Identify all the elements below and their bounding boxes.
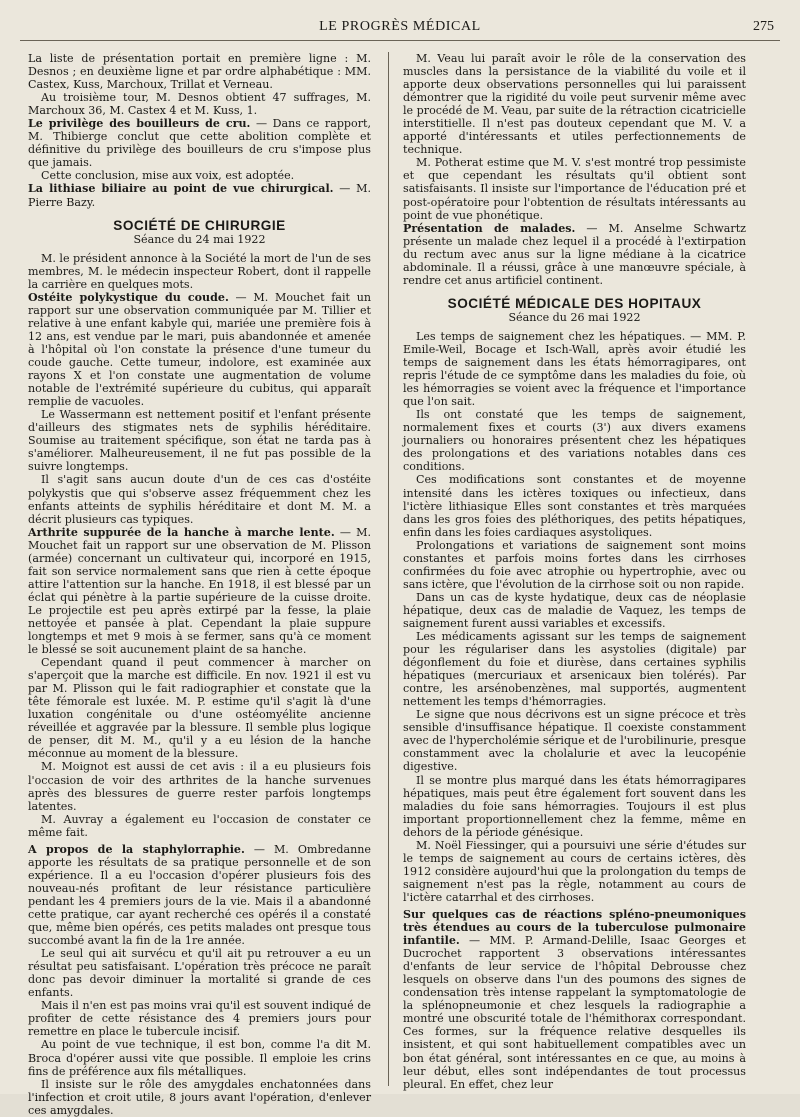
paragraph: La liste de présentation portait en première ligne : M. Desnos ; en deuxième ligne et par ordre alphabétique : MM. Castex, Kuss, Marchoux, Trillat et Verneau. [28,52,371,92]
paragraph-lead: Arthrite suppurée de la hanche à marche lente. [28,525,335,539]
paragraph: Le Wassermann est nettement positif et l'enfant présente d'ailleurs des stigmates nets de syphilis héréditaire. Soumise au traitement spécifique, son état ne tarda pas à s'améliorer. Malheureusement, il ne fut pas possible de la suivre longtemps. [28,408,371,474]
paragraph-body: — MM. P. Emile-Weil, Bocage et Isch-Wall, après avoir étudié les temps de saignement dans les états hémorragipares, ont repris l'étude de ce symptôme dans les maladies du foie, où les hémorragies se voient avec la fréquence et l'importance que l'on sait. [403,329,746,409]
paragraph [28,526,371,656]
section-title: SOCIÉTÉ MÉDICALE DES HOPITAUX [447,295,702,311]
section-date: Séance du 26 mai 1922 [508,310,641,324]
paragraph-lead: Sur quelques cas de réactions spléno-pneumoniques très étendues au cours de la tuberculose pulmonaire infantile. [403,908,746,948]
paragraph: Cependant quand il peut commencer à marcher on s'aperçoit que la marche est difficile. En nov. 1921 il est vu par M. Plisson qui le fait radiographier et constate que la tête fémorale est luxée. M. P. estime qu'il s'agit là d'une luxation congénitale ou d'une ostéomyélite ancienne réveillée et aggravée par la blessure. Il semble plus logique de penser, dit M. M., qu'il y a eu lésion de la hanche méconnue au moment de la blessure. [28,656,371,761]
paragraph [403,908,746,1091]
paragraph: Au troisième tour, M. Desnos obtient 47 suffrages, M. Marchoux 36, M. Castex 4 et M. Kuss, 1. [28,91,371,118]
paragraph-lead: Ostéite polykystique du coude. [28,290,229,304]
paragraph-body: — MM. P. Armand-Delille, Isaac Georges et Ducrochet rapportent 3 observations intéressantes d'enfants de leur service de l'hôpital Debrousse chez lesquels on observe dans l'un des poumons des signes de condensation très intense rappelant la symptomatologie de la splénopneumonie et chez lesquels la radiographie a montré une obscurité totale de l'hémithorax correspondant. Ces formes, sur la fréquence relative desquelles ils insistent, et qui sont habituellement compatibles avec un bon état général, sont intéressantes en ce que, au moins à leur début, elles sont indépendantes de tout processus pleural. En effet, chez leur [403,934,746,1091]
paragraph: Il se montre plus marqué dans les états hémorragipares hépatiques, mais peut être également fort souvent dans les maladies du foie sans hémorragies. Toujours il est plus important proportionnellement chez la femme, même en dehors de la période génésique. [403,773,746,839]
paragraph: M. Potherat estime que M. V. s'est montré trop pessimiste et que cependant les résultats qu'il obtient sont satisfaisants. Il insiste sur l'importance de l'éducation pré et post-opératoire pour l'obtention de résultats intéressants au point de vue phonétique. [403,156,746,222]
paragraph [28,182,371,208]
paragraph: M. Noël Fiessinger, qui a poursuivi une série d'études sur le temps de saignement au cours de certains ictères, dès 1912 considère aujourd'hui que la prolongation du temps de saignement n'est pas la règle, notamment au cours de l'ictère catarrhal et des cirrhoses. [403,838,746,904]
section-title: SOCIÉTÉ DE CHIRURGIE [113,217,286,233]
paragraph-body: — M. Ombredanne apporte les résultats de sa pratique personnelle et de son expérience. Il a eu l'occasion d'opérer plusieurs fois des nouveau-nés profitant de leur résistance particulière pendant les 4 premiers jours de la vie. Mais il a abandonné cette pratique, car ayant recherché ces opérés il a constaté que, même bien opérés, ces petits malades ont presque tous succombé avant la fin de la 1re année. [28,842,371,948]
paragraph: M. Veau lui paraît avoir le rôle de la conservation des muscles dans la persistance de la viabilité du voile et il apporte deux observations personnelles qui lui paraissent démontrer que la rigidité du voile peut survenir même avec le procédé de M. Veau, par suite de la rétraction cicatricielle interstitielle. Il n'est pas douteux cependant que M. V. a apporté d'intéressants et utiles perfectionnements de technique. [403,52,746,157]
paragraph [28,291,371,408]
section-date: Séance du 24 mai 1922 [133,232,266,246]
paragraph [28,843,371,947]
paragraph-body: — Dans ce rapport, M. Thibierge conclut que cette abolition complète et définitive du privilège des bouilleurs de cru s'impose plus que jamais. [28,117,371,170]
paragraph: Ces modifications sont constantes et de moyenne intensité dans les ictères toxiques ou infectieux, dans l'ictère lithiasique Elles sont constantes et très marquées dans les gros foies des pléthoriques, des petits hépatiques, enfin dans les foies cardiaques asystoliques. [403,473,746,539]
journal-title: LE PROGRÈS MÉDICAL [319,19,481,34]
paragraph: Le signe que nous décrivons est un signe précoce et très sensible d'insuffisance hépatique. Il coexiste constamment avec de l'hypercholémie sérique et de l'urobilinurie, presque constamment avec la cholalurie et avec la leucopénie digestive. [403,708,746,774]
paragraph: Les médicaments agissant sur les temps de saignement pour les régulariser dans les asystolies (digitale) par dégonflement du foie et diurèse, dans certaines syphilis hépatiques (mercuriaux et arsenicaux bien tolérés). Par contre, les arsénobenzènes, mal supportés, augmentent nettement les temps d'hémorragies. [403,630,746,709]
paragraph [403,330,746,408]
paragraph: Au point de vue technique, il est bon, comme l'a dit M. Broca d'opérer aussi vite que possible. Il emploie les crins fins de préférence aux fils métalliques. [28,1038,371,1078]
paragraph [28,117,371,169]
paragraph: Il s'agit sans aucun doute d'un de ces cas d'ostéite polykystis que qui s'observe assez fréquemment chez les enfants atteints de syphilis héréditaire et dont M. M. a décrit plusieurs cas typiques. [28,473,371,526]
right-column [403,52,746,1091]
page-number: 275 [753,19,774,34]
paragraph-lead: Présentation de malades. [403,221,576,235]
paragraph: Il insiste sur le rôle des amygdales enchatonnées dans l'infection et croit utile, 8 jours avant l'opération, d'enlever ces amygdales. [28,1077,371,1117]
paragraph: M. Moignot est aussi de cet avis : il a eu plusieurs fois l'occasion de voir des arthrites de la hanche survenues après des blessures de guerre rester parfois longtemps latentes. [28,760,371,813]
paragraph: Dans un cas de kyste hydatique, deux cas de néoplasie hépatique, deux cas de maladie de Vaquez, les temps de saignement furent aussi variables et excessifs. [403,590,746,630]
paragraph: Prolongations et variations de saignement sont moins constantes et parfois moins fortes dans les cirrhoses confirmées du foie avec atrophie ou hypertrophie, avec ou sans ictère, que l'évolution de la cirrhose soit ou non rapide. [403,538,746,591]
paragraph-body: — M. Anselme Schwartz présente un malade chez lequel il a procédé à l'extirpation du rectum avec anus sur la ligne médiane à la cicatrice abdominale. Il a réussi, grâce à une manœuvre spéciale, à rendre cet anus artificiel continent. [403,221,746,287]
paragraph-body: — M. Mouchet fait un rapport sur une observation de M. Plisson (armée) concernant un cultivateur qui, incorporé en 1915, fait son service normalement sans que rien à cette époque attire l'attention sur la hanche. En 1918, il est blessé par un éclat qui pénètre à la partie supérieure de la cuisse droite. Le projectile est peu après extirpé par la fesse, la plaie nettoyée et pansée à plat. Cependant la plaie suppure longtemps et met 9 mois à se fermer, sans qu'à ce moment le blessé se soit aucunement plaint de sa hanche. [28,525,371,657]
paragraph-lead: La lithiase biliaire au point de vue chirurgical. [28,182,334,196]
paragraph: M. Auvray a également eu l'occasion de constater ce même fait. [28,812,371,839]
paragraph-lead: Les temps de saignement chez les hépatiques. [416,329,686,343]
left-column [28,52,372,1117]
paragraph [403,222,746,287]
paragraph: M. le président annonce à la Société la mort de l'un de ses membres, M. le médecin inspecteur Robert, dont il rappelle la carrière en quelques mots. [28,251,372,291]
paragraph-lead: A propos de la staphylorraphie. [28,842,245,856]
column-divider [388,52,389,1086]
paragraph-body: — M. Pierre Bazy. [28,182,371,209]
paragraph: Cette conclusion, mise aux voix, est adoptée. [41,169,295,183]
paragraph-lead: Le privilège des bouilleurs de cru. [28,117,251,131]
paragraph: Mais il n'en est pas moins vrai qu'il est souvent indiqué de profiter de cette résistance des 4 premiers jours pour remettre en place le tubercule incisif. [28,999,371,1039]
paragraph-body: — M. Mouchet fait un rapport sur une observation communiquée par M. Tillier et relative à une enfant kabyle qui, mariée une première fois à 12 ans, est vendue par le mari, puis abandonnée et amenée à l'hôpital où l'on constate la présence d'une tumeur du coude gauche. Cette tumeur, indolore, est examinée aux rayons X et l'on constate une augmentation de volume notable de l'extrémité supérieure du cubitus, qui apparaît remplie de vacuoles. [28,290,371,409]
running-head [20,16,780,41]
paragraph: Le seul qui ait survécu et qu'il ait pu retrouver a eu un résultat peu satisfaisant. L'opération très précoce ne paraît donc pas devoir diminuer la mortalité si grande de ces enfants. [28,947,371,1000]
paragraph: Ils ont constaté que les temps de saignement, normalement fixes et courts (3') aux divers examens journaliers ou honoraires présentent chez les hépatiques des prolongations et des variations notables dans ces conditions. [403,408,746,474]
